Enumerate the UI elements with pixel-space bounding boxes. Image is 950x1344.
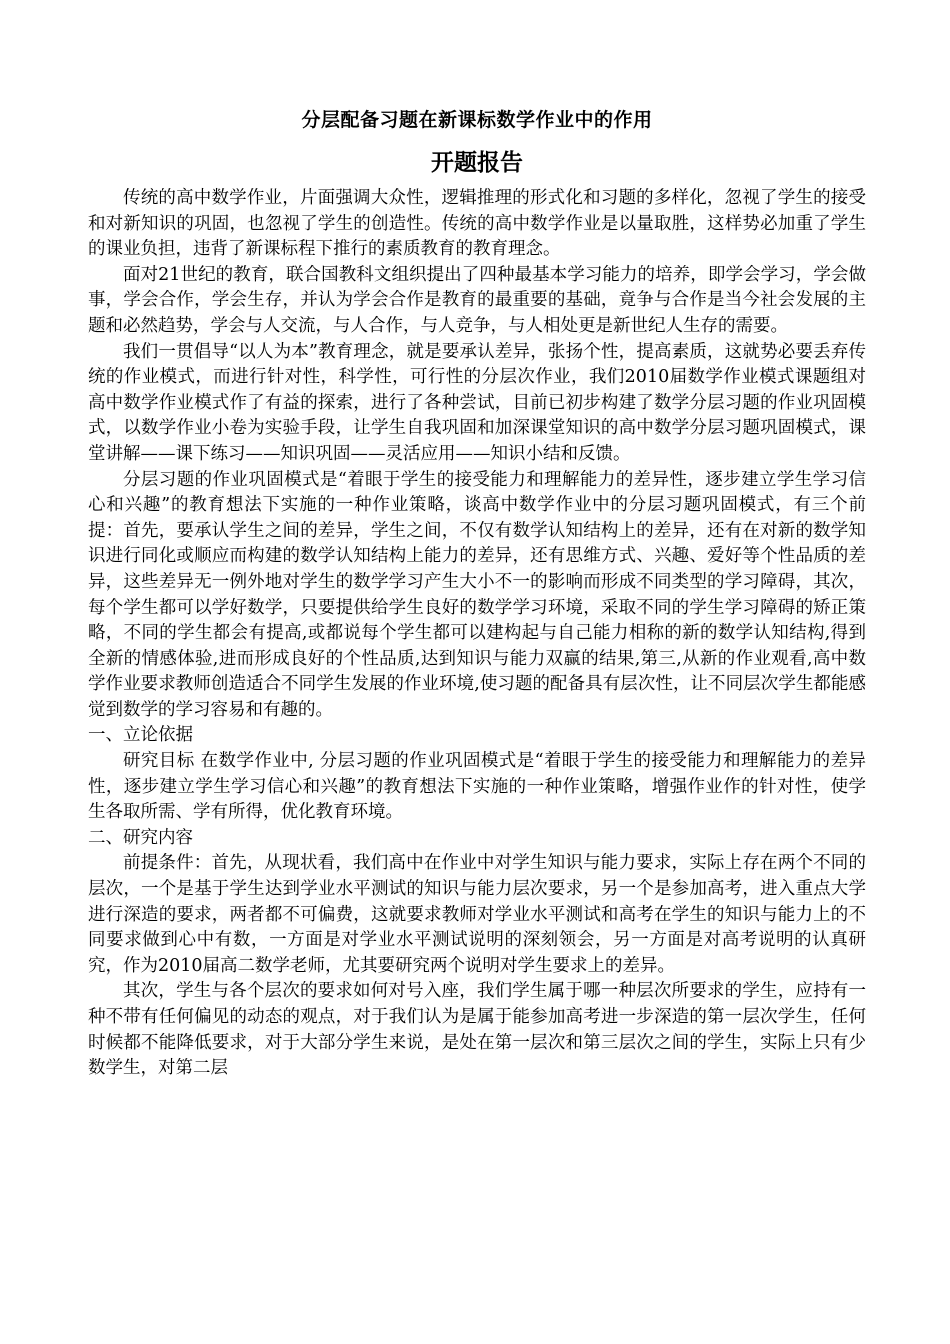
document-page	[88, 100, 866, 1082]
document-body	[88, 186, 866, 1082]
document-subtitle: 开题报告	[431, 149, 523, 176]
section-heading-content: 二、研究内容	[88, 827, 193, 848]
intro-paragraph-2: 面对21世纪的教育，联合国教科文组织提出了四种最基本学习能力的培养，即学会学习，学会做事，学会合作，学会生存，并认为学会合作是教育的最重要的基础，竟争与合作是当今社会发展的主题和必然趋势，学会与人交流，与人合作，与人竞争，与人相处更是新世纪人生存的需要。	[88, 264, 866, 336]
content-paragraph-2: 其次，学生与各个层次的要求如何对号入座，我们学生属于哪一种层次所要求的学生，应持有一种不带有任何偏见的动态的观点，对于我们认为是属于能参加高考进一步深造的第一层次学生，任何时候都不能降低要求，对于大部分学生来说，是处在第一层次和第三层次之间的学生，实际上只有少数学生，对第二层	[88, 981, 866, 1079]
section-heading-rationale: 一、立论依据	[88, 725, 193, 746]
document-title: 分层配备习题在新课标数学作业中的作用	[301, 109, 653, 131]
intro-paragraph-1: 传统的高中数学作业，片面强调大众性，逻辑推理的形式化和习题的多样化，忽视了学生的接受和对新知识的巩固，也忽视了学生的创造性。传统的高中数学作业是以量取胜，这样势必加重了学生的课业负担，违背了新课标程下推行的素质教育的教育理念。	[88, 188, 866, 260]
content-paragraph-1: 前提条件：首先，从现状看，我们高中在作业中对学生知识与能力要求，实际上存在两个不同的层次，一个是基于学生达到学业水平测试的知识与能力层次要求，另一个是参加高考，进入重点大学进行深造的要求，两者都不可偏费，这就要求教师对学业水平测试和高考在学生的知识与能力上的不同要求做到心中有数，一方面是对学业水平测试说明的深刻领会，另一方面是对高考说明的认真研究，作为2010届高二数学老师，尤其要研究两个说明对学生要求上的差异。	[88, 853, 866, 976]
intro-paragraph-3: 我们一贯倡导“以人为本”教育理念，就是要承认差异，张扬个性，提高素质，这就势必要丢弃传统的作业模式，而进行针对性，科学性，可行性的分层次作业，我们2010届数学作业模式课题组对高中数学作业模式作了有益的探索，进行了各种尝试，目前已初步构建了数学分层习题的作业巩固模式，以数学作业小卷为实验手段，让学生自我巩固和加深课堂知识的高中数学分层习题巩固模式，课堂讲解——课下练习——知识巩固——灵活应用——知识小结和反馈。	[88, 341, 866, 464]
intro-paragraph-4: 分层习题的作业巩固模式是“着眼于学生的接受能力和理解能力的差异性，逐步建立学生学习信心和兴趣”的教育想法下实施的一种作业策略，谈高中数学作业中的分层习题巩固模式，有三个前提：首先，要承认学生之间的差异，学生之间，不仅有数学认知结构上的差异，还有在对新的数学知识进行同化或顺应而构建的数学认知结构上能力的差异，还有思维方式、兴趣、爱好等个性品质的差异，这些差异无一例外地对学生的数学学习产生大小不一的影响而形成不同类型的学习障碍，其次，每个学生都可以学好数学，只要提供给学生良好的数学学习环境，采取不同的学生学习障碍的矫正策略，不同的学生都会有提高,或都说每个学生都可以建构起与自己能力相称的新的数学认知结构,得到全新的情感体验,进而形成良好的个性品质,达到知识与能力双赢的结果,第三,从新的作业观看,高中数学作业要求教师创造适合不同学生发展的作业环境,使习题的配备具有层次性，让不同层次学生都能感觉到数学的学习容易和有趣的。	[88, 469, 866, 720]
rationale-paragraph: 研究目标 在数学作业中, 分层习题的作业巩固模式是“着眼于学生的接受能力和理解能力的差异性，逐步建立学生学习信心和兴趣”的教育想法下实施的一种作业策略，增强作业作的针对性，使学生各取所需、学有所得，优化教育环境。	[88, 751, 866, 823]
